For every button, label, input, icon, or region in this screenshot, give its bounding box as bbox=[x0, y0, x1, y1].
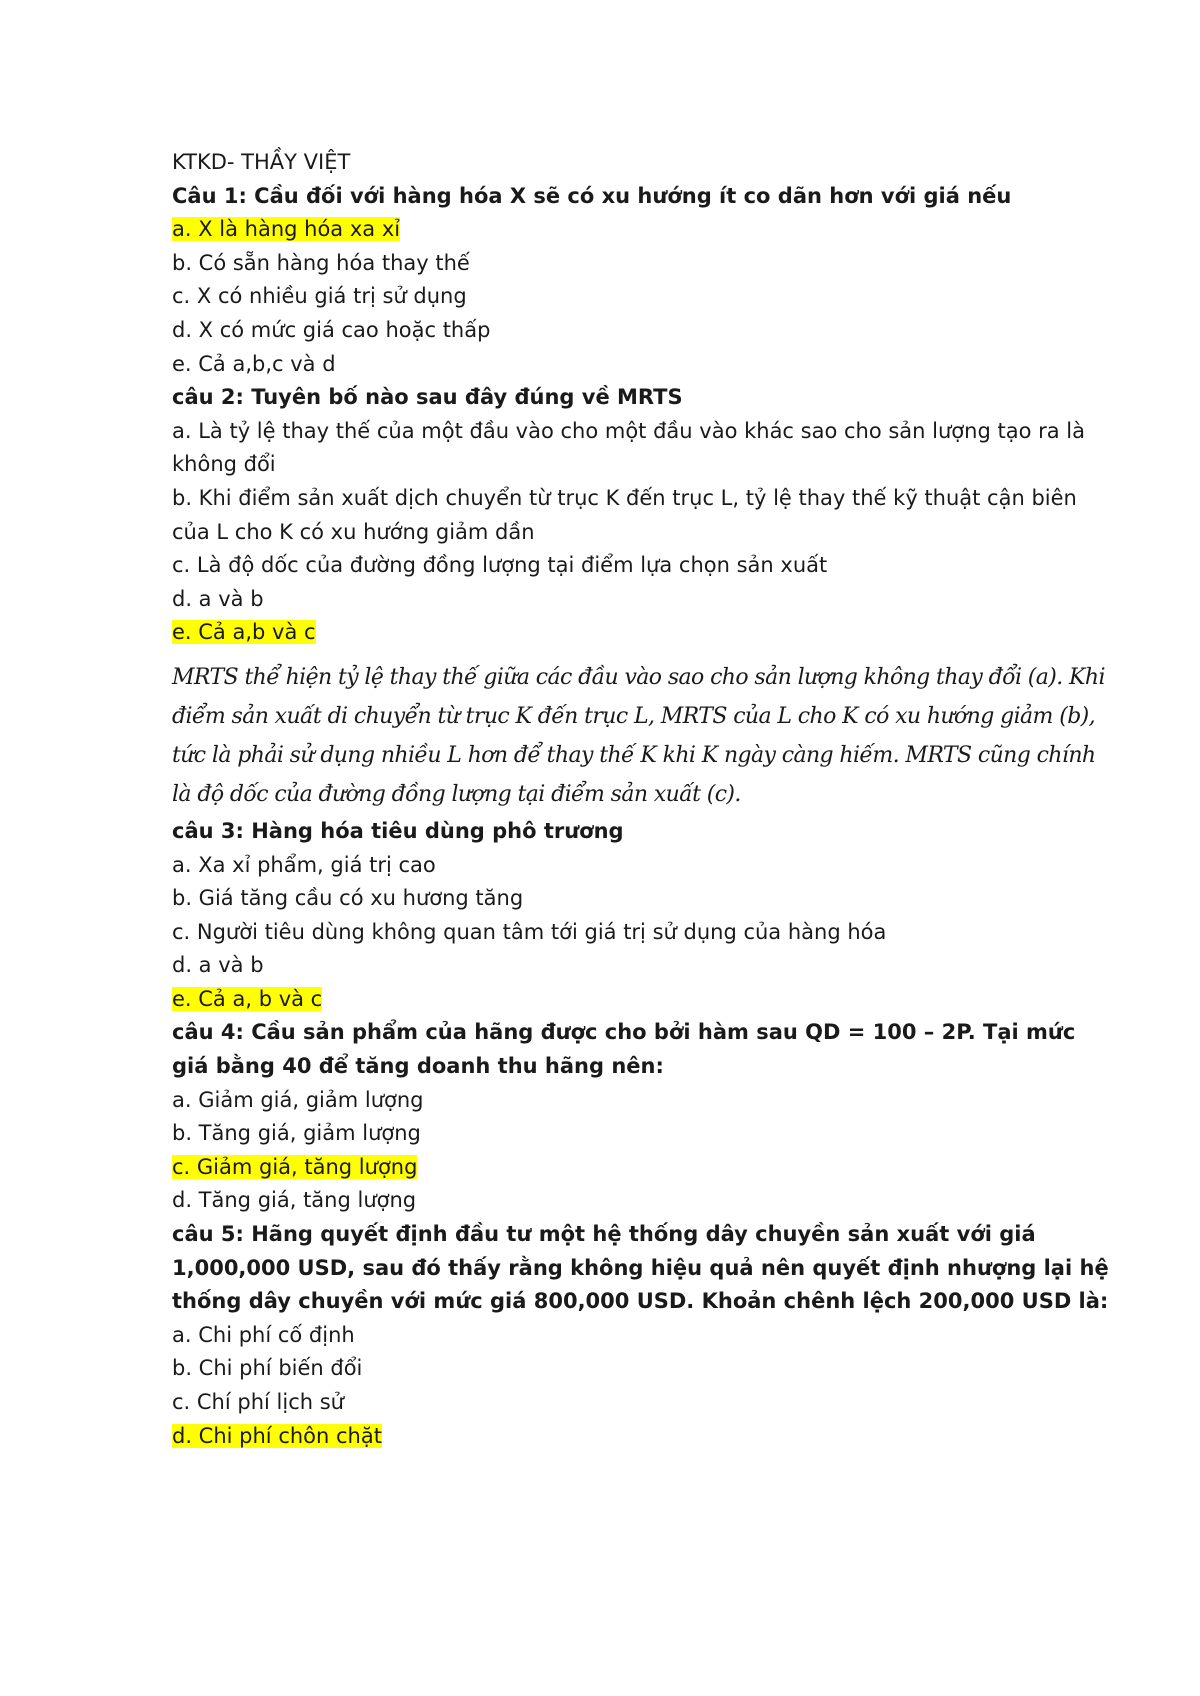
q1-option-c: c. X có nhiều giá trị sử dụng bbox=[172, 284, 467, 309]
question-block-2 bbox=[172, 381, 1112, 814]
q4-option-c-text: c. Giảm giá, tăng lượng bbox=[172, 1154, 418, 1179]
document-page bbox=[172, 146, 1112, 1453]
q1-option-e: e. Cả a,b,c và d bbox=[172, 351, 336, 376]
q5-option-b: b. Chi phí biến đổi bbox=[172, 1356, 363, 1381]
document-title: KTKD- THẦY VIỆT bbox=[172, 150, 351, 174]
question-4-text: câu 4: Cầu sản phẩm của hãng được cho bởi hàm sau QD = 100 – 2P. Tại mức giá bằng 40 để tăng doanh thu hãng nên: bbox=[172, 1020, 1076, 1079]
q3-option-e-text: e. Cả a, b và c bbox=[172, 986, 323, 1011]
q2-option-e-text: e. Cả a,b và c bbox=[172, 620, 316, 645]
q2-option-e bbox=[172, 616, 1112, 650]
q3-option-e bbox=[172, 983, 1112, 1017]
q3-option-d: d. a và b bbox=[172, 953, 264, 978]
question-block-1 bbox=[172, 180, 1112, 382]
q4-option-d: d. Tăng giá, tăng lượng bbox=[172, 1188, 417, 1213]
q1-option-a bbox=[172, 213, 1112, 247]
q5-option-d bbox=[172, 1420, 1112, 1454]
q5-option-a: a. Chi phí cố định bbox=[172, 1322, 355, 1347]
q5-option-d-text: d. Chi phí chôn chặt bbox=[172, 1423, 382, 1448]
question-3-text: câu 3: Hàng hóa tiêu dùng phô trương bbox=[172, 818, 624, 843]
q2-option-d: d. a và b bbox=[172, 586, 264, 611]
q4-option-a: a. Giảm giá, giảm lượng bbox=[172, 1087, 424, 1112]
q2-option-b: b. Khi điểm sản xuất dịch chuyển từ trục K đến trục L, tỷ lệ thay thế kỹ thuật cận biên của L cho K có xu hướng giảm dần bbox=[172, 485, 1077, 544]
question-block-3 bbox=[172, 815, 1112, 1017]
question-1-text: Câu 1: Cầu đối với hàng hóa X sẽ có xu hướng ít co dãn hơn với giá nếu bbox=[172, 183, 1012, 208]
q1-option-b: b. Có sẵn hàng hóa thay thế bbox=[172, 250, 470, 275]
question-block-4 bbox=[172, 1016, 1112, 1218]
question-2-text: câu 2: Tuyên bố nào sau đây đúng về MRTS bbox=[172, 385, 683, 410]
q3-option-a: a. Xa xỉ phẩm, giá trị cao bbox=[172, 852, 436, 877]
question-5-text: câu 5: Hãng quyết định đầu tư một hệ thống dây chuyền sản xuất với giá 1,000,000 USD, sau đó thấy rằng không hiệu quả nên quyết định nhượng lại hệ thống dây chuyền với mức giá 800,000 USD. Khoản chênh lệch 200,000 USD là: bbox=[172, 1222, 1109, 1314]
q2-option-a: a. Là tỷ lệ thay thế của một đầu vào cho một đầu vào khác sao cho sản lượng tạo ra là không đổi bbox=[172, 418, 1085, 477]
q5-option-c: c. Chí phí lịch sử bbox=[172, 1390, 344, 1414]
q1-option-a-text: a. X là hàng hóa xa xỉ bbox=[172, 217, 401, 242]
question-block-5 bbox=[172, 1218, 1112, 1453]
q4-option-c bbox=[172, 1151, 1112, 1185]
q3-option-b: b. Giá tăng cầu có xu hương tăng bbox=[172, 886, 524, 911]
q2-option-c: c. Là độ dốc của đường đồng lượng tại điểm lựa chọn sản xuất bbox=[172, 553, 828, 578]
q3-option-c: c. Người tiêu dùng không quan tâm tới giá trị sử dụng của hàng hóa bbox=[172, 919, 887, 944]
q1-option-d: d. X có mức giá cao hoặc thấp bbox=[172, 317, 491, 342]
q2-explanation: MRTS thể hiện tỷ lệ thay thế giữa các đầu vào sao cho sản lượng không thay đổi (a). Khi điểm sản xuất di chuyển từ trục K đến trục L, MRTS của L cho K có xu hướng giảm (b), tức là phải sử dụng nhiều L hơn để thay thế K khi K ngày càng hiếm. MRTS cũng chính là độ dốc của đường đồng lượng tại điểm sản xuất (c). bbox=[172, 664, 1105, 807]
q4-option-b: b. Tăng giá, giảm lượng bbox=[172, 1121, 421, 1146]
